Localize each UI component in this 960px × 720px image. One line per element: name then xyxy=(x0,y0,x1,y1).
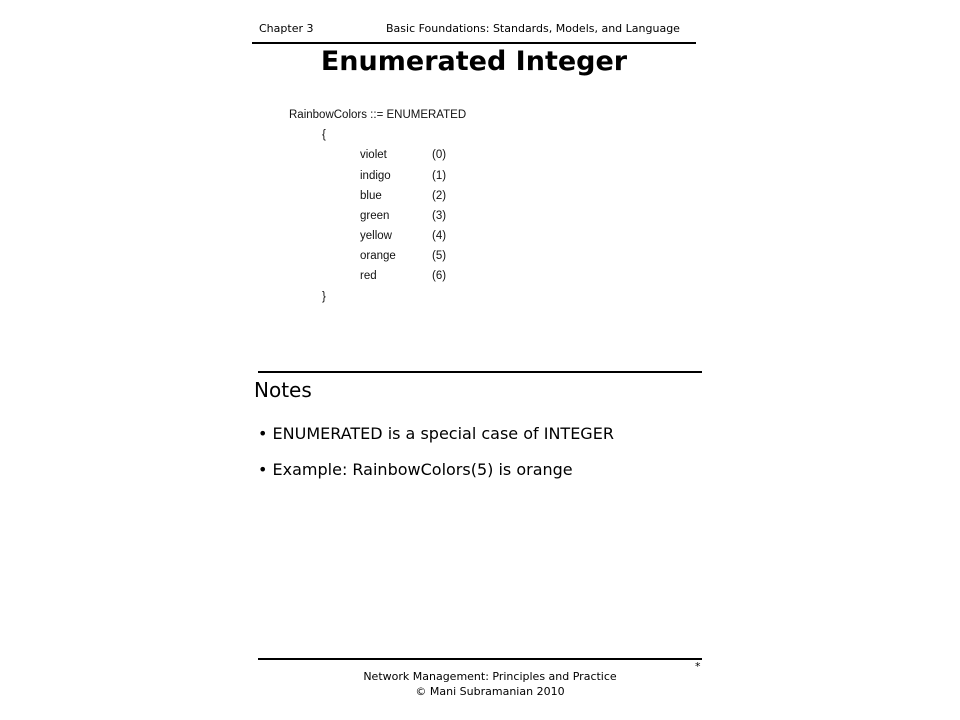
chapter-title: Basic Foundations: Standards, Models, and Language xyxy=(386,22,680,35)
enum-item-value: (1) xyxy=(432,170,447,182)
slide-title: Enumerated Integer xyxy=(320,46,628,77)
page-marker: * xyxy=(695,660,701,673)
enum-item-name: indigo xyxy=(360,170,391,182)
enum-item-value: (0) xyxy=(432,149,447,161)
notes-heading: Notes xyxy=(254,378,312,402)
enum-declaration: RainbowColors ::= ENUMERATED xyxy=(289,109,467,121)
close-brace: } xyxy=(322,291,326,303)
enum-item-value: (3) xyxy=(432,210,447,222)
note-bullet: • Example: RainbowColors(5) is orange xyxy=(258,460,573,479)
enum-item-name: violet xyxy=(360,149,387,161)
enum-item-name: red xyxy=(360,270,377,282)
footer-copyright: © Mani Subramanian 2010 xyxy=(415,685,565,698)
chapter-label: Chapter 3 xyxy=(259,22,314,35)
enum-item-value: (2) xyxy=(432,190,447,202)
footer-book-title: Network Management: Principles and Practice xyxy=(363,670,617,683)
open-brace: { xyxy=(322,129,326,141)
enum-item-name: orange xyxy=(360,250,396,262)
enum-item-name: yellow xyxy=(360,230,392,242)
enum-item-value: (6) xyxy=(432,270,447,282)
notes-divider xyxy=(258,371,702,373)
header-divider xyxy=(252,42,696,44)
enum-item-name: green xyxy=(360,210,390,222)
enum-item-name: blue xyxy=(360,190,382,202)
enum-item-value: (4) xyxy=(432,230,447,242)
note-bullet: • ENUMERATED is a special case of INTEGER xyxy=(258,424,614,443)
footer-divider xyxy=(258,658,702,660)
enum-item-value: (5) xyxy=(432,250,447,262)
